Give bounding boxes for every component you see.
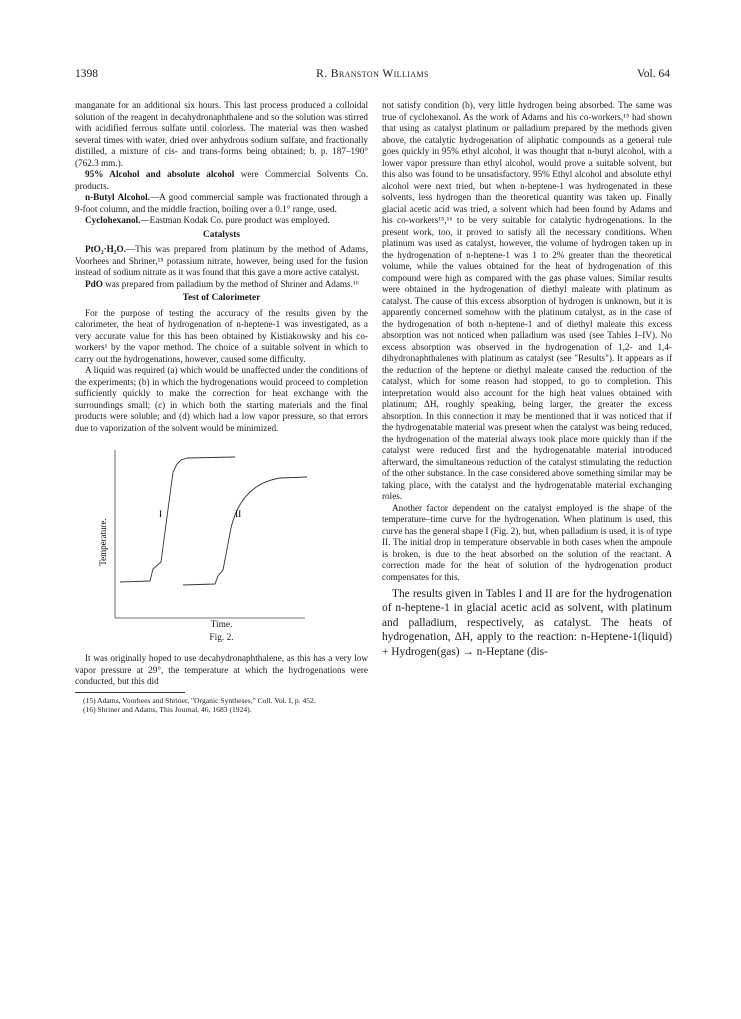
x-axis-label: Time.	[210, 620, 233, 630]
heading-test-of-calorimeter: Test of Calorimeter	[182, 293, 261, 303]
heading-catalysts: Catalysts	[203, 229, 240, 240]
paragraph-liquid-requirements: A liquid was required (a) which would be unaffected under the conditions of the experiments; (b) in which the hydrogenations would proceed to completion sufficiently quickly to make the correction for heat exchange with the surroundings small; (c) in which both the starting materials and the final products were soluble; and (d) which had a low vapor pressure, so that errors due to vaporization of the solvent would be minimized.	[75, 365, 368, 433]
figure-caption: Fig. 2.	[209, 633, 234, 643]
paragraph-alcohol	[75, 169, 368, 192]
page-number: 1398	[75, 68, 98, 80]
pdo-title: PdO	[85, 278, 103, 289]
temperature-time-plot	[75, 442, 368, 647]
footnote-16: (16) Shriner and Adams, This Journal, 46, 1683 (1924).	[83, 705, 252, 714]
paragraph-pdo	[75, 279, 368, 291]
paragraph-results: The results given in Tables I and II are for the hydrogenation of n-heptene-1 in glacial acetic acid as solvent, with platinum and palladium, respectively, as catalyst. The heats of hydrogenation, ΔH, apply to the reaction: n-Heptene-1(liquid) + Hydrogen(gas) → n-Heptane (dis-	[382, 588, 672, 658]
footnote-15: (15) Adams, Voorhees and Shriner, "Organic Syntheses," Coll. Vol. I, p. 452.	[83, 695, 316, 705]
alcohol-title: 95% Alcohol and absolute alcohol	[85, 169, 235, 179]
volume-label: Vol. 64	[636, 68, 670, 80]
figure-2	[75, 442, 368, 647]
paragraph-decahydronaphthalene: manganate for an additional six hours. This last process produced a colloidal solution of the reagent in decahydronaphthalene and so the solution was stirred with acidified ferrous sulfate until colorless. The material was then washed several times with water, dried over anhydrous sodium sulfate, and fractionally distilled, a mixture of cis- and trans-forms being obtained; b. p. 187–190° (762.3 mm.).	[75, 100, 368, 168]
pto2-title: PtO₂·H₂O.	[85, 244, 126, 254]
pdo-text: was prepared from palladium by the method of Shriner and Adams.¹⁶	[102, 278, 359, 289]
paragraph-solvent-discussion: not satisfy condition (b), very little hydrogen being absorbed. The same was true of cyclohexanol. As the work of Adams and his co-workers,¹⁵ had shown that using as catalyst platinum or palladium prepared by the methods given above, the catalytic hydrogenation of aliphatic compounds as a general rule goes quickly in 95% ethyl alcohol, it was thought that n-butyl alcohol, with a lower vapor pressure than ethyl alcohol, would prove a suitable solvent, but this also was found to be unsatisfactory. 95% Ethyl alcohol and absolute ethyl alcohol were next tried, but when n-heptene-1 was hydrogenated in these solvents, less hydrogen than the theoretical quantity was taken up. Finally glacial acetic acid was tried, a solvent which had been found by Adams and his co-workers¹⁵,¹⁶ to be very suitable for catalytic hydrogenations. In the present work, too, it proved to satisfy all the necessary conditions. When platinum was used as catalyst, however, the volume of hydrogen taken up in the hydrogenation of n-heptene-1 was 1 to 2% greater than the theoretical volume, while the values obtained for the heat of hydrogenation of this compound were high as compared with the gas phase values. Similar results were obtained in the hydrogenation of diethyl maleate with platinum as catalyst. The cause of this excess absorption of hydrogen is unknown, but it is apparently concerned somehow with the platinum catalyst, as in the case of the hydrogenation of both n-heptene-1 and of diethyl maleate this excess absorption was not noticed when palladium was used (see Tables I–IV). No excess absorption was observed in the hydrogenation of 1,2- and 1,4-dihydronaphthalenes with platinum as catalyst (see "Results"). It appears as if the reduction of the heptene or diethyl maleate caused the reduction of the catalyst, which for some reason had stopped, to go to completion. This interpretation would also account for the high heat values obtained with platinum; ΔH, roughly speaking, being larger, the greater the excess absorption. In this connection it may be mentioned that it was noticed that if the hydrogenatable material was present when the catalyst was being reduced, the hydrogenation of the material always took place more quickly than if the catalyst were reduced first and the hydrogenatable material introduced afterward, the simultaneous reduction of the catalyst stimulating the reduction of the other substance. In the case considered above something similar may be taking place, with the catalyst and the hydrogenatable material exchanging roles.	[382, 100, 672, 501]
paragraph-test-purpose: For the purpose of testing the accuracy of the results given by the calorimeter, the heat of hydrogenation of n-heptene-1 was investigated, as a very accurate value for this has been obtained by Kistiakowsky and his co-workers¹ by the vapor method. The choice of a suitable solvent in which to carry out the hydrogenations, however, caused some difficulty.	[75, 307, 368, 364]
pto2-text: —This was prepared from platinum by the method of Adams, Voorhees and Shriner,¹⁵ potassium nitrate, however, being used for the fusion instead of sodium nitrate as it was found that this gave a more active catalyst.	[75, 244, 368, 277]
curve-ii	[183, 477, 307, 585]
right-column	[382, 100, 672, 659]
alcohol-text: were Commercial Solvents Co. products.	[75, 169, 369, 191]
butyl-title: n-Butyl Alcohol.	[85, 192, 150, 202]
paragraph-cyclohexanol	[75, 215, 368, 227]
paragraph-decahydronaphthalene-hope: It was originally hoped to use decahydronaphthalene, as this has a very low vapor pressure at 29°, the temperature at which the hydrogenations were conducted, but this did	[75, 653, 368, 686]
running-head: R. Branston Williams	[316, 68, 429, 80]
paragraph-pto2	[75, 244, 368, 279]
left-column	[75, 100, 368, 715]
curve-label-i: I	[159, 510, 163, 520]
curve-label-ii: II	[235, 510, 242, 520]
footnote-rule	[75, 692, 185, 693]
cyclohexanol-text: —Eastman Kodak Co. pure product was employed.	[140, 215, 330, 225]
cyclohexanol-title: Cyclohexanol.	[85, 215, 141, 225]
y-axis-label: Temperature.	[98, 518, 108, 566]
butyl-text: —A good commercial sample was fractionated through a 9-foot column, and the middle fraction, boiling over a 0.1° range, used.	[75, 192, 368, 214]
curve-i	[120, 457, 235, 582]
page-header	[75, 68, 670, 84]
paragraph-catalyst-factor: Another factor dependent on the catalyst employed is the shape of the temperature–time curve for the hydrogenation. When platinum is used, this curve has the general shape I (Fig. 2), but, when palladium is used, it is of type II. The initial drop in temperature observable in both cases when the ampoule is broken, is due to the heat absorbed on the solution of the reactant. A correction made for the heat of solution of the hydrogenation product compensates for this.	[382, 502, 672, 582]
paragraph-butyl-alcohol	[75, 192, 368, 215]
